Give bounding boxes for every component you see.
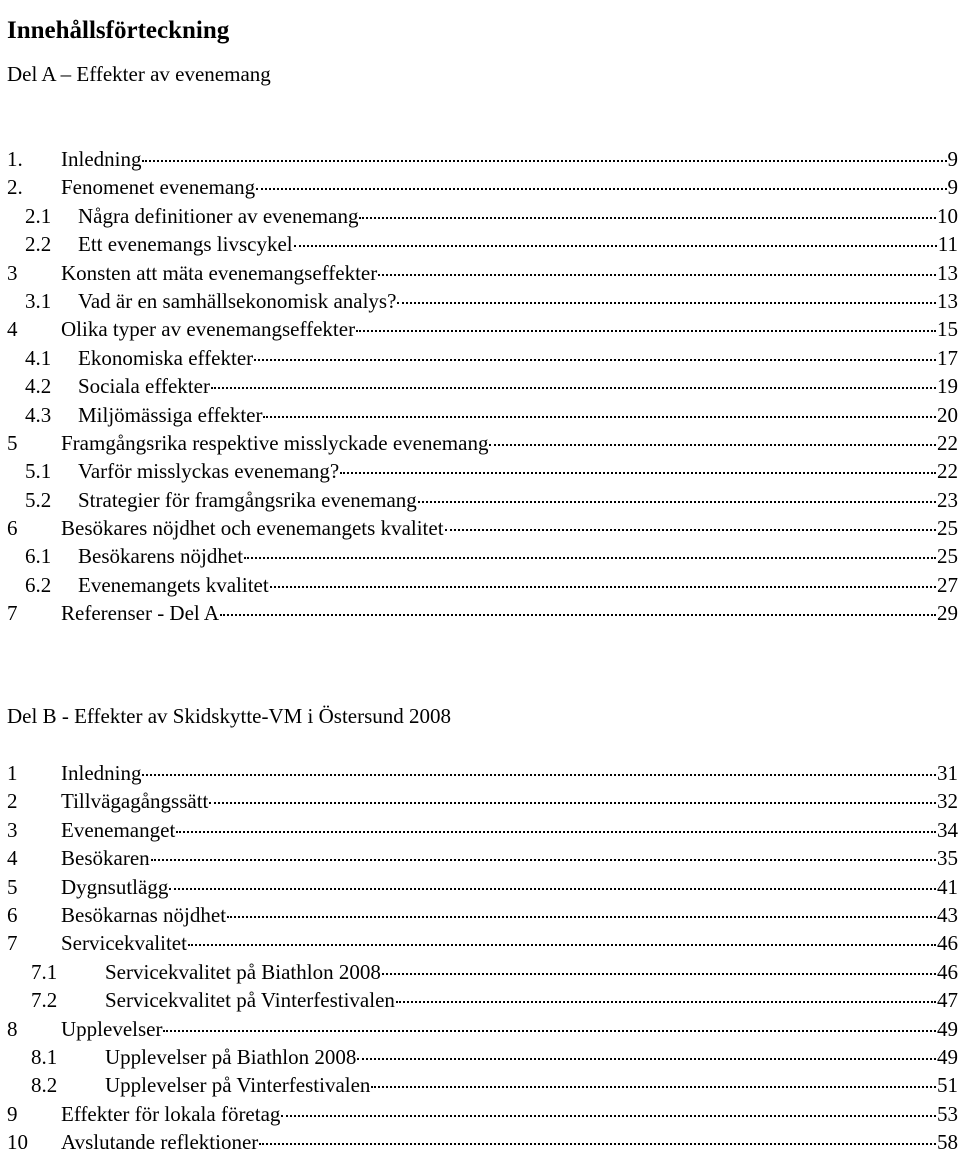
toc-entry-body (105, 1071, 958, 1099)
dot-leader (357, 1058, 936, 1060)
toc-entry-page-number: 49 (937, 1016, 958, 1041)
toc-entry-page-number: 25 (937, 516, 958, 541)
toc-entry-page-number: 17 (937, 345, 958, 370)
dot-leader (176, 831, 936, 833)
toc-entry-page-number: 23 (937, 487, 958, 512)
toc-entry-body (78, 344, 958, 372)
toc-entry[interactable] (0, 1128, 960, 1156)
toc-entry-body (61, 787, 958, 815)
toc-entry[interactable] (0, 958, 960, 986)
toc-entry-title: Ett evenemangs livscykel (78, 232, 293, 257)
toc-entry-page-number: 13 (937, 260, 958, 285)
toc-entry-body (78, 287, 958, 315)
dot-leader (211, 387, 936, 389)
toc-entry-title: Inledning (61, 761, 142, 785)
toc-entry-title: Referenser - Del A (61, 601, 220, 626)
dot-leader (142, 160, 946, 162)
dot-leader (397, 302, 936, 304)
toc-entry-page-number: 29 (937, 601, 958, 626)
toc-entry[interactable] (0, 571, 960, 599)
toc-entry-page-number: 53 (937, 1101, 958, 1126)
dot-leader (163, 1030, 936, 1032)
dot-leader (371, 1086, 936, 1088)
toc-entry-number: 3.1 (25, 288, 52, 313)
toc-entry-body (78, 202, 958, 230)
toc-entry-number: 4 (7, 846, 18, 871)
toc-entry-title: Olika typer av evenemangseffekter (61, 317, 356, 342)
toc-entry-body (61, 259, 958, 287)
toc-entry-body (105, 986, 958, 1014)
toc-entry-body (61, 173, 958, 201)
toc-entry-title: Besökaren (61, 846, 150, 871)
toc-entry-body (78, 571, 958, 599)
toc-entry[interactable] (0, 929, 960, 957)
toc-entry-body (78, 486, 958, 514)
dot-leader (270, 586, 936, 588)
part-a-heading: Del A – Effekter av evenemang (7, 62, 271, 86)
dot-leader (340, 472, 936, 474)
toc-entry-title: Evenemangets kvalitet (78, 572, 269, 597)
toc-entry-page-number: 41 (937, 874, 958, 899)
toc-entry-title: Några definitioner av evenemang (78, 203, 359, 228)
toc-entry-title: Varför misslyckas evenemang? (78, 459, 340, 484)
toc-entry-title: Servicekvalitet på Biathlon 2008 (105, 959, 381, 984)
toc-entry-number: 4.2 (25, 374, 52, 399)
toc-entry[interactable] (0, 901, 960, 929)
toc-entry-body (61, 844, 958, 872)
dot-leader (356, 330, 936, 332)
toc-entry[interactable] (0, 486, 960, 514)
toc-entry[interactable] (0, 401, 960, 429)
toc-entry-title: Miljömässiga effekter (78, 402, 263, 427)
toc-entry[interactable] (0, 514, 960, 542)
page-title: Innehållsförteckning (7, 16, 230, 44)
toc-entry-number: 8 (7, 1016, 18, 1041)
toc-entry[interactable] (0, 599, 960, 627)
toc-entry-number: 6.1 (25, 544, 52, 569)
dot-leader (445, 529, 936, 531)
dot-leader (188, 944, 936, 946)
dot-leader (418, 501, 936, 503)
toc-entry-title: Besökares nöjdhet och evenemangets kvalitet (61, 516, 444, 541)
toc-entry-page-number: 15 (937, 317, 958, 342)
dot-leader (244, 557, 936, 559)
dot-leader (142, 774, 936, 776)
toc-entry-title: Dygnsutlägg (61, 874, 169, 899)
toc-entry-page-number: 27 (937, 572, 958, 597)
toc-entry-number: 7.1 (31, 959, 58, 984)
toc-entry[interactable] (0, 287, 960, 315)
toc-entry[interactable] (0, 759, 960, 787)
toc-entry-body (61, 1100, 958, 1128)
toc-entry-body (61, 429, 958, 457)
toc-entry-body (61, 929, 958, 957)
toc-entry[interactable] (0, 173, 960, 201)
dot-leader (281, 1115, 936, 1117)
toc-entry-page-number: 10 (937, 203, 958, 228)
toc-entry-title: Evenemanget (61, 817, 176, 842)
toc-entry-number: 1 (7, 761, 18, 785)
toc-entry-body (61, 145, 958, 173)
toc-entry-body (61, 599, 958, 627)
toc-entry-body (61, 514, 958, 542)
toc-entry-title: Tillvägagångssätt (61, 789, 209, 814)
part-b-heading: Del B - Effekter av Skidskytte-VM i Östersund 2008 (7, 704, 452, 728)
toc-entry[interactable] (0, 844, 960, 872)
toc-entry-page-number: 22 (937, 459, 958, 484)
toc-entry[interactable] (0, 202, 960, 230)
dot-leader (227, 916, 936, 918)
toc-entry-page-number: 9 (947, 175, 958, 200)
dot-leader (169, 888, 936, 890)
toc-entry-number: 5.2 (25, 487, 52, 512)
toc-entry-number: 5 (7, 874, 18, 899)
dot-leader (209, 802, 936, 804)
toc-entry-body (61, 315, 958, 343)
dot-leader (263, 416, 936, 418)
toc-entry-number: 3 (7, 260, 18, 285)
toc-entry-number: 5 (7, 430, 18, 455)
dot-leader (489, 444, 936, 446)
toc-entry[interactable] (0, 1100, 960, 1128)
toc-entry[interactable] (0, 986, 960, 1014)
toc-entry-page-number: 32 (937, 789, 958, 814)
toc-entry-title: Servicekvalitet (61, 931, 187, 956)
dot-leader (220, 614, 936, 616)
dot-leader (378, 274, 936, 276)
toc-entry-page-number: 20 (937, 402, 958, 427)
toc-entry-body (61, 1128, 958, 1156)
toc-entry-title: Framgångsrika respektive misslyckade evenemang (61, 430, 489, 455)
dot-leader (256, 188, 946, 190)
toc-entry-page-number: 35 (937, 846, 958, 871)
toc-entry-page-number: 31 (937, 761, 958, 785)
toc-entry-body (61, 759, 958, 787)
toc-entry[interactable] (0, 230, 960, 258)
toc-entry-number: 7.2 (31, 988, 58, 1013)
toc-entry-page-number: 58 (937, 1130, 958, 1155)
toc-entry-title: Upplevelser på Vinterfestivalen (105, 1073, 371, 1098)
toc-entry-page-number: 34 (937, 817, 958, 842)
toc-entry-number: 2 (7, 789, 18, 814)
toc-entry-body (105, 1043, 958, 1071)
toc-entry-number: 3 (7, 817, 18, 842)
dot-leader (259, 1143, 936, 1145)
toc-entry-page-number: 13 (937, 288, 958, 313)
toc-entry-page-number: 9 (947, 147, 958, 171)
toc-entry-body (78, 372, 958, 400)
toc-entry-page-number: 46 (937, 959, 958, 984)
toc-entry-body (61, 1015, 958, 1043)
toc-entry-number: 6 (7, 516, 18, 541)
toc-entry-number: 4.3 (25, 402, 52, 427)
toc-entry[interactable] (0, 787, 960, 815)
toc-entry-title: Effekter för lokala företag (61, 1101, 281, 1126)
toc-entry-title: Servicekvalitet på Vinterfestivalen (105, 988, 395, 1013)
toc-entry-title: Vad är en samhällsekonomisk analys? (78, 288, 397, 313)
toc-entry-number: 10 (7, 1130, 28, 1155)
toc-entry-title: Fenomenet evenemang (61, 175, 256, 200)
toc-entry-page-number: 47 (937, 988, 958, 1013)
toc-entry-title: Ekonomiska effekter (78, 345, 254, 370)
toc-entry[interactable] (0, 816, 960, 844)
toc-entry-body (78, 401, 958, 429)
toc-entry-body (61, 873, 958, 901)
toc-entry-page-number: 51 (937, 1073, 958, 1098)
dot-leader (151, 859, 936, 861)
toc-entry-number: 2.2 (25, 232, 52, 257)
toc-entry-page-number: 25 (937, 544, 958, 569)
toc-entry-page-number: 22 (937, 430, 958, 455)
toc-entry[interactable] (0, 344, 960, 372)
toc-entry-number: 6 (7, 902, 18, 927)
toc-entry-number: 2. (7, 175, 23, 200)
toc-entry-page-number: 11 (937, 232, 958, 257)
toc-entry-title: Upplevelser på Biathlon 2008 (105, 1044, 357, 1069)
toc-entry-number: 8.2 (31, 1073, 58, 1098)
dot-leader (294, 245, 937, 247)
part-b-toc (0, 759, 960, 1156)
toc-entry[interactable] (0, 315, 960, 343)
toc-entry[interactable] (0, 145, 960, 173)
toc-entry-body (61, 816, 958, 844)
toc-entry-title: Inledning (61, 147, 142, 171)
toc-entry-body (78, 542, 958, 570)
toc-entry-page-number: 43 (937, 902, 958, 927)
toc-entry-number: 7 (7, 601, 18, 626)
dot-leader (254, 359, 936, 361)
toc-entry[interactable] (0, 457, 960, 485)
toc-entry-number: 1. (7, 147, 23, 171)
toc-entry[interactable] (0, 542, 960, 570)
toc-entry[interactable] (0, 1015, 960, 1043)
toc-entry-page-number: 19 (937, 374, 958, 399)
toc-entry-number: 8.1 (31, 1044, 58, 1069)
toc-entry-title: Strategier för framgångsrika evenemang (78, 487, 417, 512)
dot-leader (382, 973, 936, 975)
toc-entry[interactable] (0, 429, 960, 457)
toc-entry-body (105, 958, 958, 986)
part-a-toc (0, 145, 960, 628)
toc-entry[interactable] (0, 1043, 960, 1071)
dot-leader (359, 217, 936, 219)
toc-entry-title: Konsten att mäta evenemangseffekter (61, 260, 378, 285)
toc-entry-body (78, 230, 958, 258)
toc-entry-number: 7 (7, 931, 18, 956)
toc-entry-number: 6.2 (25, 572, 52, 597)
toc-entry-title: Sociala effekter (78, 374, 210, 399)
toc-entry-page-number: 46 (937, 931, 958, 956)
toc-entry[interactable] (0, 873, 960, 901)
toc-entry-page-number: 49 (937, 1044, 958, 1069)
toc-entry-body (61, 901, 958, 929)
dot-leader (396, 1001, 936, 1003)
toc-entry[interactable] (0, 372, 960, 400)
toc-entry-number: 9 (7, 1101, 18, 1126)
toc-entry-number: 2.1 (25, 203, 52, 228)
toc-entry-number: 5.1 (25, 459, 52, 484)
toc-entry-body (78, 457, 958, 485)
toc-entry[interactable] (0, 259, 960, 287)
toc-entry-number: 4.1 (25, 345, 52, 370)
toc-entry[interactable] (0, 1071, 960, 1099)
toc-entry-title: Besökarnas nöjdhet (61, 902, 227, 927)
toc-entry-number: 4 (7, 317, 18, 342)
toc-entry-title: Besökarens nöjdhet (78, 544, 244, 569)
toc-entry-title: Avslutande reflektioner (61, 1130, 259, 1155)
toc-entry-title: Upplevelser (61, 1016, 163, 1041)
